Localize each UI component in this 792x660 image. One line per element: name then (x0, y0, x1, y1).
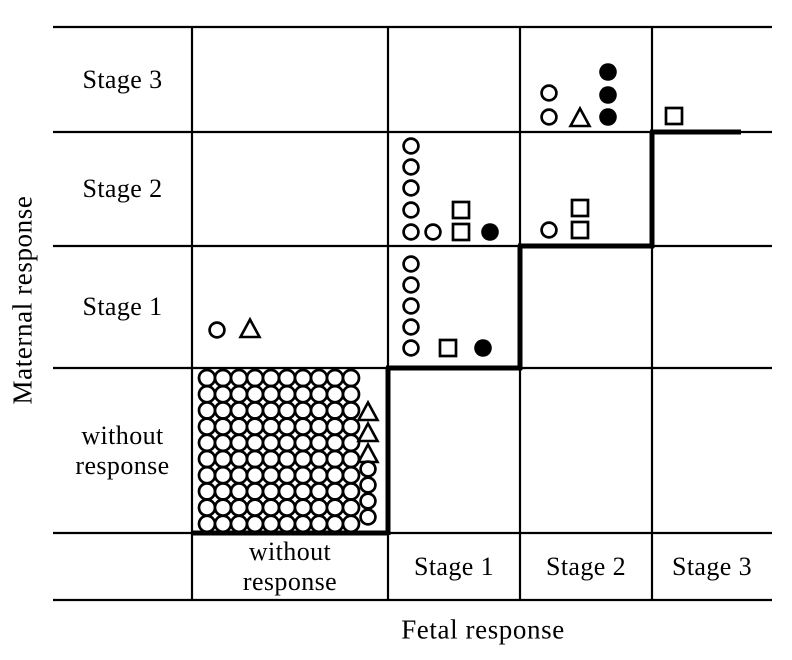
open-circle-marker (210, 323, 225, 338)
col-label-stage-1 (388, 533, 520, 600)
filled-circle-marker (599, 108, 617, 126)
row-label-stage-2 (53, 132, 192, 246)
col-label-stage-3-text: Stage 3 (671, 551, 753, 581)
filled-circle-marker (474, 339, 492, 357)
col-label-stage-2 (520, 533, 652, 600)
open-circle-marker (199, 516, 215, 532)
open-circle-marker (199, 370, 215, 386)
open-circle-marker (231, 483, 247, 499)
open-circle-marker (215, 419, 231, 435)
open-circle-marker (279, 386, 295, 402)
open-circle-marker (404, 341, 419, 356)
open-circle-marker (247, 435, 263, 451)
open-circle-marker (279, 419, 295, 435)
open-circle-marker (311, 516, 327, 532)
row-label-stage-2-text: Stage 2 (82, 174, 163, 204)
open-circle-marker (361, 510, 376, 525)
open-circle-marker (404, 257, 419, 272)
open-square-marker (666, 108, 682, 124)
open-circle-marker (343, 451, 359, 467)
open-circle-marker (199, 419, 215, 435)
open-triangle-marker (571, 109, 590, 127)
open-circle-marker (343, 483, 359, 499)
open-circle-marker (199, 386, 215, 402)
open-circle-marker (311, 483, 327, 499)
open-circle-marker (311, 386, 327, 402)
open-circle-marker (311, 419, 327, 435)
open-circle-marker (404, 203, 419, 218)
open-square-marker (453, 224, 469, 240)
open-circle-marker (199, 402, 215, 418)
open-circle-marker (215, 516, 231, 532)
open-circle-marker (311, 467, 327, 483)
open-circle-marker (215, 483, 231, 499)
open-circle-marker (247, 402, 263, 418)
open-circle-marker (231, 500, 247, 516)
open-circle-marker (231, 451, 247, 467)
row-label-stage-3 (53, 27, 192, 132)
filled-circle-marker (599, 63, 617, 81)
open-circle-marker (279, 467, 295, 483)
open-circle-marker (231, 402, 247, 418)
open-circle-marker (361, 478, 376, 493)
open-circle-marker (343, 435, 359, 451)
open-circle-marker (404, 278, 419, 293)
open-circle-marker (295, 402, 311, 418)
open-circle-marker (327, 451, 343, 467)
open-circle-marker (199, 483, 215, 499)
open-circle-marker (247, 451, 263, 467)
open-circle-marker (263, 402, 279, 418)
open-square-marker (453, 202, 469, 218)
open-circle-marker (361, 462, 376, 477)
open-circle-marker (279, 516, 295, 532)
open-circle-marker (404, 139, 419, 154)
open-circle-marker (279, 435, 295, 451)
col-label-stage-2-text: Stage 2 (545, 551, 627, 581)
open-circle-marker (404, 320, 419, 335)
col-label-without-response (192, 533, 388, 600)
open-circle-marker (404, 299, 419, 314)
row-label-without-response (53, 368, 192, 533)
open-circle-marker (247, 516, 263, 532)
open-circle-marker (247, 467, 263, 483)
open-circle-marker (295, 435, 311, 451)
open-circle-marker (343, 467, 359, 483)
open-circle-marker (311, 435, 327, 451)
open-circle-marker (247, 419, 263, 435)
open-circle-marker (327, 370, 343, 386)
row-label-without-response-text: without response (75, 420, 170, 480)
open-circle-marker (327, 419, 343, 435)
open-circle-marker (215, 370, 231, 386)
open-circle-marker (404, 225, 419, 240)
filled-circle-marker (599, 86, 617, 104)
open-circle-marker (215, 386, 231, 402)
open-circle-marker (199, 500, 215, 516)
open-circle-marker (311, 500, 327, 516)
open-circle-marker (263, 370, 279, 386)
open-circle-marker (247, 483, 263, 499)
open-circle-marker (231, 435, 247, 451)
open-circle-marker (295, 370, 311, 386)
open-circle-marker (279, 370, 295, 386)
open-circle-marker (343, 500, 359, 516)
open-circle-marker (231, 370, 247, 386)
open-triangle-marker (359, 403, 378, 421)
open-circle-marker (404, 181, 419, 196)
open-circle-marker (279, 451, 295, 467)
open-circle-marker (311, 451, 327, 467)
open-circle-marker (327, 435, 343, 451)
col-label-stage-1-text: Stage 1 (413, 551, 495, 581)
col-label-without-response-text: without response (242, 536, 338, 596)
open-circle-marker (295, 467, 311, 483)
open-circle-marker (343, 402, 359, 418)
open-circle-marker (295, 386, 311, 402)
open-circle-marker (263, 451, 279, 467)
y-axis-title: Maternal response (7, 195, 38, 405)
open-circle-marker (215, 402, 231, 418)
open-circle-marker (215, 467, 231, 483)
open-circle-marker (231, 467, 247, 483)
open-circle-marker (327, 500, 343, 516)
open-circle-marker (263, 500, 279, 516)
open-circle-marker (426, 225, 441, 240)
open-square-marker (440, 340, 456, 356)
open-circle-marker (279, 402, 295, 418)
open-circle-marker (199, 435, 215, 451)
row-label-stage-1 (53, 246, 192, 368)
col-label-stage-3 (652, 533, 772, 600)
open-circle-marker (343, 516, 359, 532)
open-circle-marker (404, 160, 419, 175)
open-circle-marker (263, 386, 279, 402)
open-triangle-marker (241, 320, 260, 338)
open-circle-marker (542, 223, 557, 238)
open-square-marker (572, 200, 588, 216)
open-circle-marker (327, 402, 343, 418)
x-axis-title: Fetal response (401, 614, 565, 645)
open-circle-marker (231, 419, 247, 435)
open-circle-marker (542, 110, 557, 125)
open-circle-marker (215, 500, 231, 516)
open-circle-marker (279, 500, 295, 516)
open-circle-marker (327, 516, 343, 532)
open-circle-marker (263, 435, 279, 451)
open-triangle-marker (359, 445, 378, 463)
open-circle-marker (199, 467, 215, 483)
open-square-marker (572, 222, 588, 238)
open-circle-marker (343, 386, 359, 402)
open-circle-marker (279, 483, 295, 499)
open-circle-marker (295, 500, 311, 516)
open-circle-marker (311, 370, 327, 386)
open-circle-marker (263, 516, 279, 532)
row-label-stage-1-text: Stage 1 (82, 292, 163, 322)
open-circle-marker (247, 386, 263, 402)
row-label-stage-3-text: Stage 3 (82, 64, 163, 94)
open-circle-marker (327, 386, 343, 402)
open-circle-marker (311, 402, 327, 418)
open-circle-marker (247, 500, 263, 516)
open-circle-marker (343, 370, 359, 386)
open-circle-marker (263, 419, 279, 435)
open-triangle-marker (359, 424, 378, 442)
open-circle-marker (295, 483, 311, 499)
open-circle-marker (263, 483, 279, 499)
open-circle-marker (247, 370, 263, 386)
open-circle-marker (295, 516, 311, 532)
open-circle-marker (231, 386, 247, 402)
open-circle-marker (295, 451, 311, 467)
open-circle-marker (215, 451, 231, 467)
open-circle-marker (327, 483, 343, 499)
open-circle-marker (361, 494, 376, 509)
open-circle-marker (231, 516, 247, 532)
open-circle-marker (542, 86, 557, 101)
open-circle-marker (295, 419, 311, 435)
filled-circle-marker (481, 223, 499, 241)
open-circle-marker (199, 451, 215, 467)
open-circle-marker (215, 435, 231, 451)
open-circle-marker (327, 467, 343, 483)
open-circle-marker (263, 467, 279, 483)
